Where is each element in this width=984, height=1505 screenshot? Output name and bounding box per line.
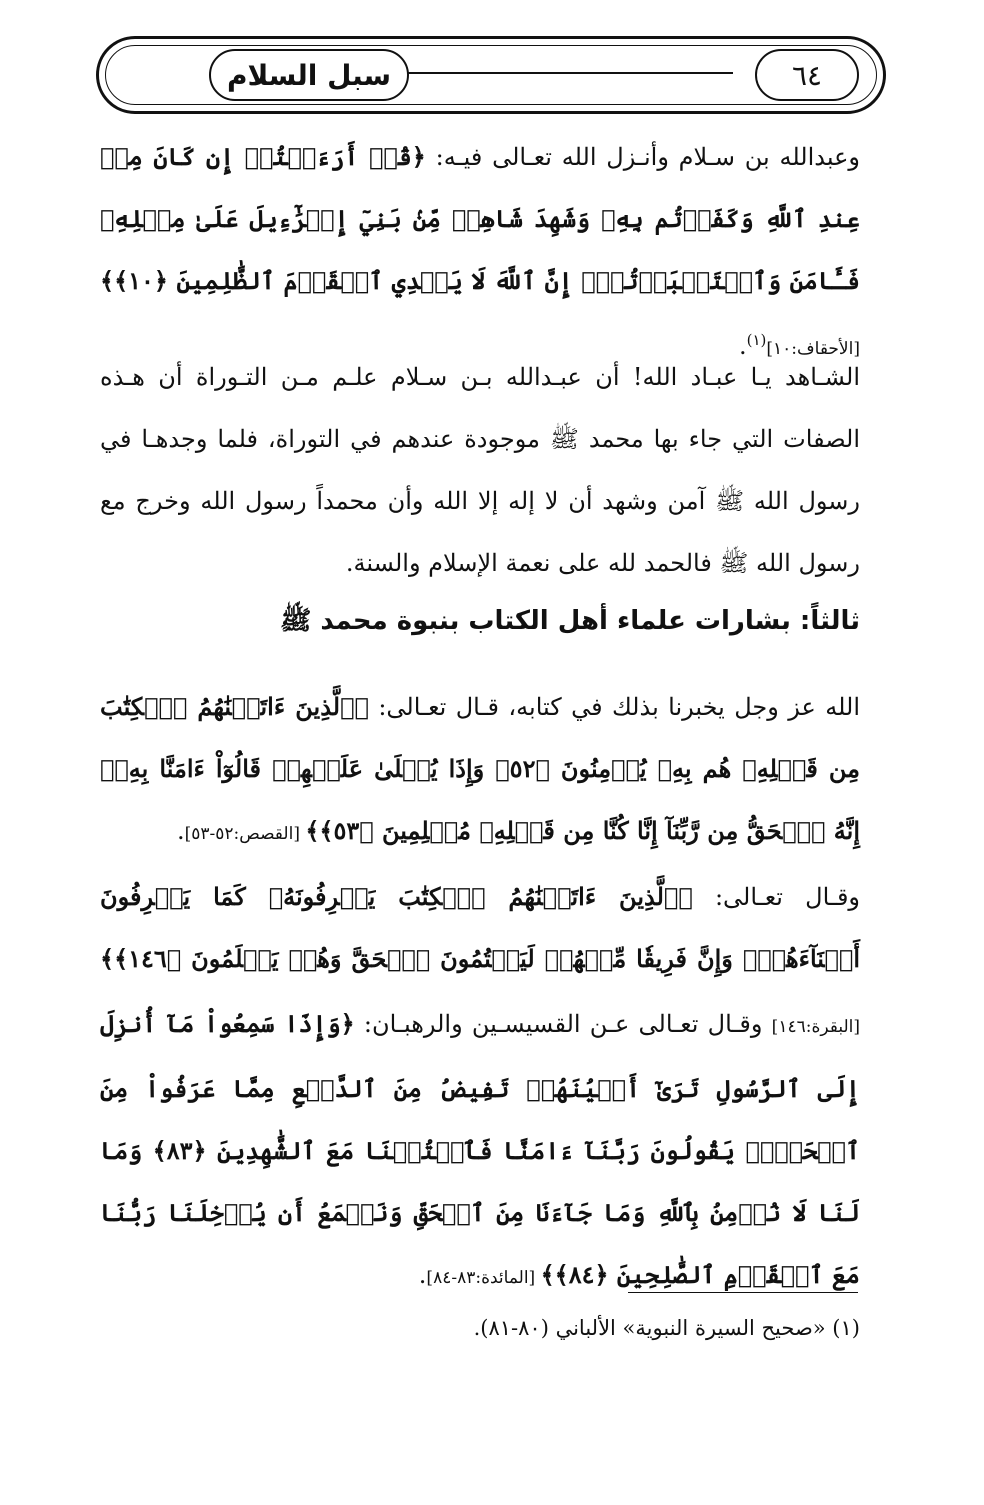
paragraph-3-end: . — [176, 817, 185, 845]
header-divider-line — [399, 72, 733, 74]
page-number-cartouche — [755, 49, 859, 101]
footnote-marker: (١) — [746, 331, 767, 349]
running-title: سبل السلام — [226, 58, 392, 92]
verse-reference-qasas: [القصص:٥٢-٥٣] — [184, 824, 306, 844]
quran-verse-baqara: ﴿ٱلَّذِينَ ءَاتَيۡنَٰهُمُ ٱلۡكِتَٰبَ يَعۡرِفُونَهُۥ كَمَا يَعۡرِفُونَ أَبۡنَآءَهُمۡۖ وَإِنَّ فَرِيقٗا مِّنۡهُمۡ لَيَكۡتُمُونَ ٱلۡحَقَّ وَهُمۡ يَعۡلَمُونَ ﴿١٤٦﴾﴾ — [100, 882, 860, 973]
quran-verse-maida: ﴿وَإِذَا سَمِعُواْ مَآ أُنزِلَ إِلَى ٱلرَّسُولِ تَرَىٰٓ أَعۡيُنَهُمۡ تَفِيضُ مِنَ ٱلدَّمۡعِ مِمَّا عَرَفُواْ مِنَ ٱلۡحَقِّۖ يَقُولُونَ رَبَّنَآ ءَامَنَّا فَٱكۡتُبۡنَا مَعَ ٱلشَّٰهِدِينَ ﴿٨٣﴾ وَمَا لَنَا لَا نُؤۡمِنُ بِٱللَّهِ وَمَا جَآءَنَا مِنَ ٱلۡحَقِّ وَنَطۡمَعُ أَن يُدۡخِلَنَا رَبُّنَا مَعَ ٱلۡقَوۡمِ ٱلصَّٰلِحِينَ ﴿٨٤﴾﴾ — [100, 1009, 860, 1289]
paragraph-2: الشـاهد يـا عبـاد الله! أن عبـدالله بـن سـلام علـم مـن التـوراة أن هـذه الصفات التي جاء بها محمد ﷺ موجودة عندهم في التوراة، فلما وجدهـا في رسول الله ﷺ آمن وشهد أن لا إله إلا الله وأن محمداً رسول الله وخرج مع رسول الله ﷺ فالحمد لله على نعمة الإسلام والسنة. — [100, 363, 860, 577]
paragraph-4-middle: وقـال تعـالى عـن القسيسـين والرهبـان: — [354, 1010, 772, 1038]
paragraph-4-intro: وقـال تعـالى: — [692, 883, 861, 911]
paragraph-1-intro: وعبدالله بن سـلام وأنـزل الله تعـالى فيـه: — [425, 143, 860, 171]
quran-verse-qasas: ﴿ٱلَّذِينَ ءَاتَيۡنَٰهُمُ ٱلۡكِتَٰبَ مِن قَبۡلِهِۦ هُم بِهِۦ يُؤۡمِنُونَ ﴿٥٢﴾ وَإِذَا يُتۡلَىٰ عَلَيۡهِمۡ قَالُوٓاْ ءَامَنَّا بِهِۦٓ إِنَّهُ ٱلۡحَقُّ مِن رَّبِّنَآ إِنَّا كُنَّا مِن قَبۡلِهِۦ مُسۡلِمِينَ ﴿٥٣﴾﴾ — [100, 692, 860, 845]
page-number: ٦٤ — [791, 58, 823, 92]
verse-reference-baqara: [البقرة:١٤٦] — [771, 1017, 860, 1037]
paragraph-4 — [100, 866, 860, 1309]
footnote-separator — [628, 1292, 858, 1293]
paragraph-4-end: . — [418, 1261, 427, 1289]
paragraph-3 — [100, 676, 860, 865]
verse-reference-ahqaf: [الأحقاف:١٠] — [766, 339, 860, 359]
verse-reference-maida: [المائدة:٨٣-٨٤] — [426, 1268, 541, 1288]
page-header — [96, 36, 886, 114]
quran-verse-ahqaf: ﴿قُلۡ أَرَءَيۡتُمۡ إِن كَانَ مِنۡ عِندِ ٱللَّهِ وَكَفَرۡتُم بِهِۦ وَشَهِدَ شَاهِدٞ مِّنۢ بَنِيٓ إِسۡرَٰٓءِيلَ عَلَىٰ مِثۡلِهِۦ فَـَٔامَنَ وَٱسۡتَكۡبَرۡتُمۡۚ إِنَّ ٱللَّهَ لَا يَهۡدِي ٱلۡقَوۡمَ ٱلظَّٰلِمِينَ ﴿١٠﴾﴾ — [100, 142, 860, 295]
paragraph-3-intro: الله عز وجل يخبرنا بذلك في كتابه، قـال تعـالى: — [368, 693, 861, 721]
section-heading: ثالثاً: بشارات علماء أهل الكتاب بنبوة محمد ﷺ — [279, 606, 860, 636]
paragraph-1-end: . — [738, 332, 747, 360]
running-title-cartouche — [209, 49, 409, 101]
footnote-text: (١) «صحيح السيرة النبوية» الألباني (٨٠-٨١). — [473, 1316, 860, 1340]
paragraph-1 — [100, 126, 860, 380]
